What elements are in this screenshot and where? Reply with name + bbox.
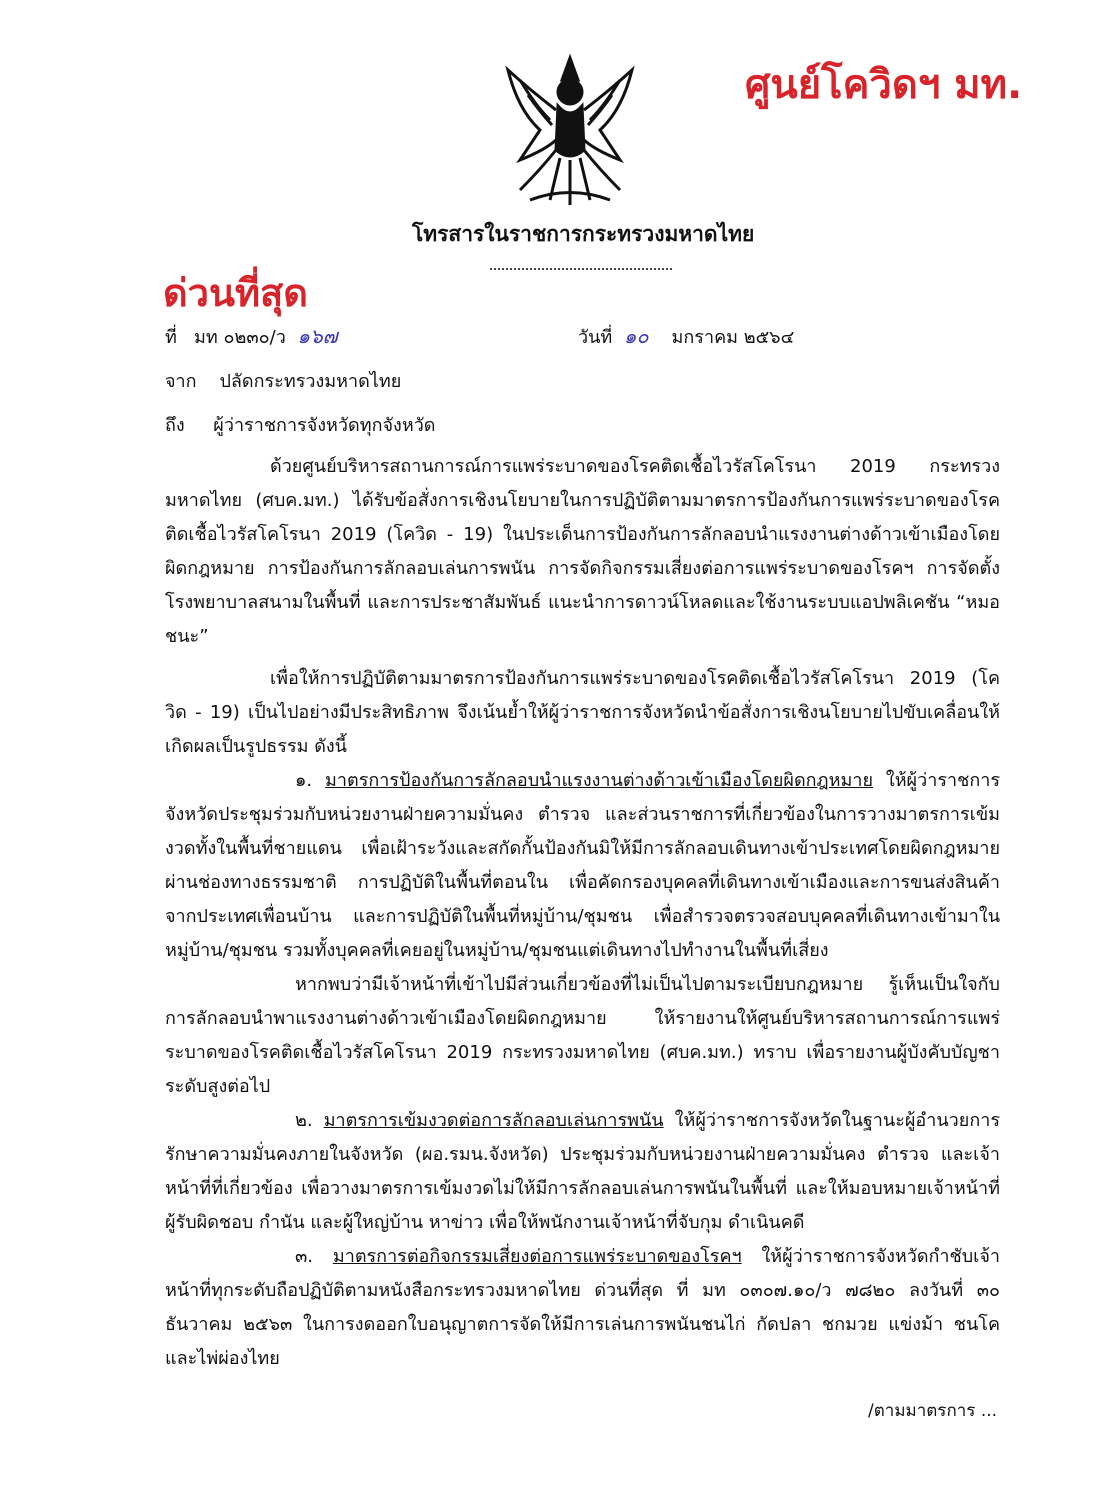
to-label: ถึง (165, 415, 185, 436)
to-value: ผู้ว่าราชการจังหวัดทุกจังหวัด (213, 415, 436, 436)
paragraph-intro: ด้วยศูนย์บริหารสถานการณ์การแพร่ระบาดของโรคติดเชื้อไวรัสโคโรนา 2019 กระทรวงมหาดไทย (ศบค.มท.) ได้รับข้อสั่งการเชิงนโยบายในการปฏิบัติตามมาตรการป้องกันการแพร่ระบาดของโรคติดเชื้อไวรัสโคโรนา 2019 (โควิด - 19) ในประเด็นการป้องกันการลักลอบนำแรงงานต่างด้าวเข้าเมืองโดยผิดกฎหมาย การป้องกันการลักลอบเล่นการพนัน การจัดกิจกรรมเสี่ยงต่อการแพร่ระบาดของโรคฯ การจัดตั้งโรงพยาบาลสนามในพื้นที่ และการประชาสัมพันธ์ แนะนำการดาวน์โหลดและใช้งานระบบแอปพลิเคชัน “หมอชนะ” (165, 456, 1000, 647)
item-3-body: ให้ผู้ว่าราชการจังหวัดกำชับเจ้าหน้าที่ทุกระดับถือปฏิบัติตามหนังสือกระทรวงมหาดไทย ด่วนที่สุด ที่ มท ๐๓๐๗.๑๐/ว ๗๘๒๐ ลงวันที่ ๓๐ ธันวาคม ๒๕๖๓ ในการงดออกใบอนุญาตการจัดให้มีการเล่นการพนันชนไก่ กัดปลา ชกมวย แข่งม้า ชนโค และไพ่ผ่องไทย (165, 1246, 1000, 1369)
continuation-note: /ตามมาตรการ ... (868, 1401, 998, 1421)
paragraph-purpose: เพื่อให้การปฏิบัติตามมาตรการป้องกันการแพร่ระบาดของโรคติดเชื้อไวรัสโคโรนา 2019 (โควิด - 19) เป็นไปอย่างมีประสิทธิภาพ จึงเน้นย้ำให้ผู้ว่าราชการจังหวัดนำข้อสั่งการเชิงนโยบายไปขับเคลื่อนให้เกิดผลเป็นรูปธรรม ดังนี้ (165, 668, 1000, 757)
item-1-heading: มาตรการป้องกันการลักลอบนำแรงงานต่างด้าวเข้าเมืองโดยผิดกฎหมาย (325, 770, 874, 791)
item-2-number: ๒. (295, 1110, 313, 1131)
item-1-body: ให้ผู้ว่าราชการจังหวัดประชุมร่วมกับหน่วยงานฝ่ายความมั่นคง ตำรวจ และส่วนราชการที่เกี่ยวข้องในการวางมาตรการเข้มงวดทั้งในพื้นที่ชายแดน เพื่อเฝ้าระวังและสกัดกั้นป้องกันมิให้มีการลักลอบเดินทางเข้าประเทศโดยผิดกฎหมายผ่านช่องทางธรรมชาติ การปฏิบัติในพื้นที่ตอนใน เพื่อคัดกรองบุคคลที่เดินทางเข้าเมืองและการขนส่งสินค้าจากประเทศเพื่อนบ้าน และการปฏิบัติในพื้นที่หมู่บ้าน/ชุมชน เพื่อสำรวจตรวจสอบบุคคลที่เดินทางเข้ามาในหมู่บ้าน/ชุมชน รวมทั้งบุคคลที่เคยอยู่ในหมู่บ้าน/ชุมชนแต่เดินทางไปทำงานในพื้นที่เสี่ยง (165, 770, 1000, 961)
from-value: ปลัดกระทรวงมหาดไทย (219, 371, 402, 392)
item-1-subparagraph: หากพบว่ามีเจ้าหน้าที่เข้าไปมีส่วนเกี่ยวข้องที่ไม่เป็นไปตามระเบียบกฎหมาย รู้เห็นเป็นใจกับการลักลอบนำพาแรงงานต่างด้าวเข้าเมืองโดยผิดกฎหมาย ให้รายงานให้ศูนย์บริหารสถานการณ์การแพร่ระบาดของโรคติดเชื้อไวรัสโคโรนา 2019 กระทรวงมหาดไทย (ศบค.มท.) ทราบ เพื่อรายงานผู้บังคับบัญชาระดับสูงต่อไป (165, 974, 1000, 1097)
item-2-heading: มาตรการเข้มงวดต่อการลักลอบเล่นการพนัน (323, 1110, 664, 1131)
date-line (578, 320, 794, 352)
from-label: จาก (165, 371, 197, 392)
dotted-divider (490, 268, 672, 270)
date-label: วันที่ (578, 327, 613, 348)
item-2 (165, 1104, 1000, 1240)
item-1-number: ๑. (295, 770, 313, 791)
garuda-emblem-icon (500, 50, 640, 210)
urgent-label: ด่วนที่สุด (163, 271, 308, 315)
item-3-number: ๓. (295, 1246, 314, 1267)
ref-handwritten-number: ๑๖๗ (297, 324, 338, 348)
ref-number: มท ๐๒๓๐/ว (194, 327, 286, 348)
item-3 (165, 1240, 1000, 1376)
from-line (165, 366, 401, 395)
date-month-year: มกราคม ๒๕๖๔ (671, 327, 795, 348)
document-header-title: โทรสารในราชการกระทรวงมหาดไทย (412, 222, 755, 246)
ref-label: ที่ (165, 327, 177, 348)
body-text (165, 450, 1000, 1376)
item-1 (165, 764, 1000, 968)
covid-center-stamp: ศูนย์โควิดฯ มท. (745, 62, 1023, 108)
date-day: ๑๐ (623, 324, 649, 348)
item-2-body: ให้ผู้ว่าราชการจังหวัดในฐานะผู้อำนวยการรักษาความมั่นคงภายในจังหวัด (ผอ.รมน.จังหวัด) ประชุมร่วมกับหน่วยงานฝ่ายความมั่นคง ตำรวจ และเจ้าหน้าที่ที่เกี่ยวข้อง เพื่อวางมาตรการเข้มงวดไม่ให้มีการลักลอบเล่นการพนันในพื้นที่ และให้มอบหมายเจ้าหน้าที่ผู้รับผิดชอบ กำนัน และผู้ใหญ่บ้าน หาข่าว เพื่อให้พนักงานเจ้าหน้าที่จับกุม ดำเนินคดี (165, 1110, 1000, 1233)
item-3-heading: มาตรการต่อกิจกรรมเสี่ยงต่อการแพร่ระบาดของโรคฯ (332, 1246, 742, 1267)
to-line (165, 410, 435, 439)
reference-line (165, 320, 338, 352)
